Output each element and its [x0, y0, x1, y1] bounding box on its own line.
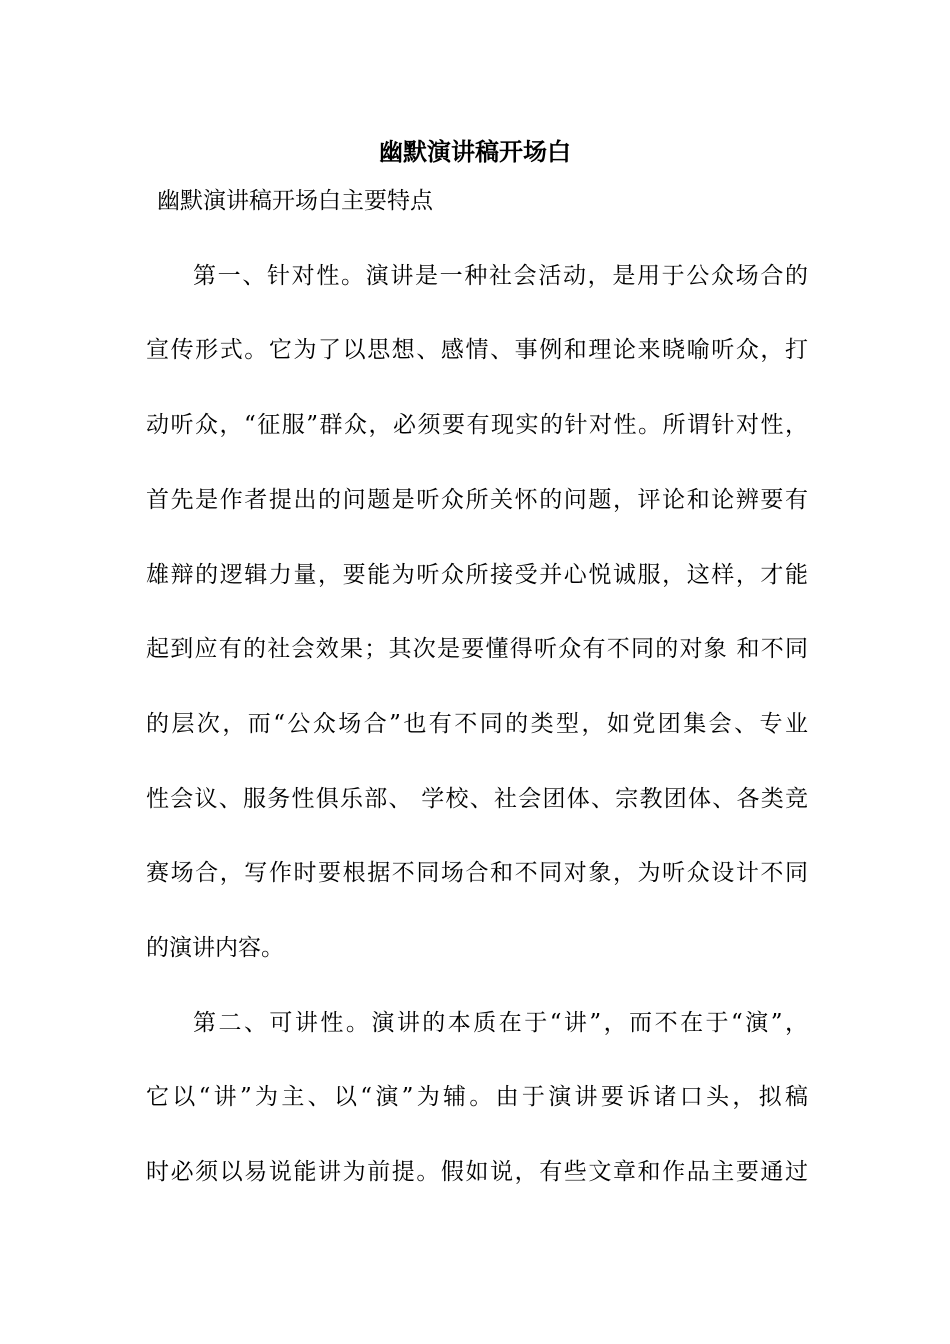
paragraph-line: 宣传形式。它为了以思想、感情、事例和理论来晓喻听众，打 [146, 337, 808, 363]
paragraph-line: 起到应有的社会效果；其次是要懂得听众有不同的对象 和不同 [146, 636, 808, 662]
paragraph-line: 性会议、服务性俱乐部、 学校、社会团体、宗教团体、各类竞 [146, 786, 808, 812]
paragraph-line: 动听众，“征服”群众，必须要有现实的针对性。所谓针对性， [146, 412, 808, 438]
document-subtitle: 幽默演讲稿开场白主要特点 [157, 188, 433, 214]
paragraph-line: 时必须以易说能讲为前提。假如说，有些文章和作品主要通过 [146, 1159, 808, 1185]
paragraph-line: 第一、针对性。演讲是一种社会活动，是用于公众场合的 [193, 263, 808, 289]
document-title: 幽默演讲稿开场白 [379, 137, 571, 166]
paragraph-line: 它以“讲”为主、以“演”为辅。由于演讲要诉诸口头，拟稿 [146, 1084, 808, 1110]
paragraph-line: 赛场合，写作时要根据不同场合和不同对象，为听众设计不同 [146, 860, 808, 886]
paragraph-line: 第二、可讲性。演讲的本质在于“讲”，而不在于“演”， [193, 1010, 808, 1036]
paragraph-line: 的演讲内容。 [146, 935, 284, 961]
paragraph-line: 首先是作者提出的问题是听众所关怀的问题，评论和论辨要有 [146, 487, 808, 513]
paragraph-line: 雄辩的逻辑力量，要能为听众所接受并心悦诚服，这样，才能 [146, 562, 808, 588]
paragraph-line: 的层次，而“公众场合”也有不同的类型，如党团集会、专业 [146, 711, 808, 737]
